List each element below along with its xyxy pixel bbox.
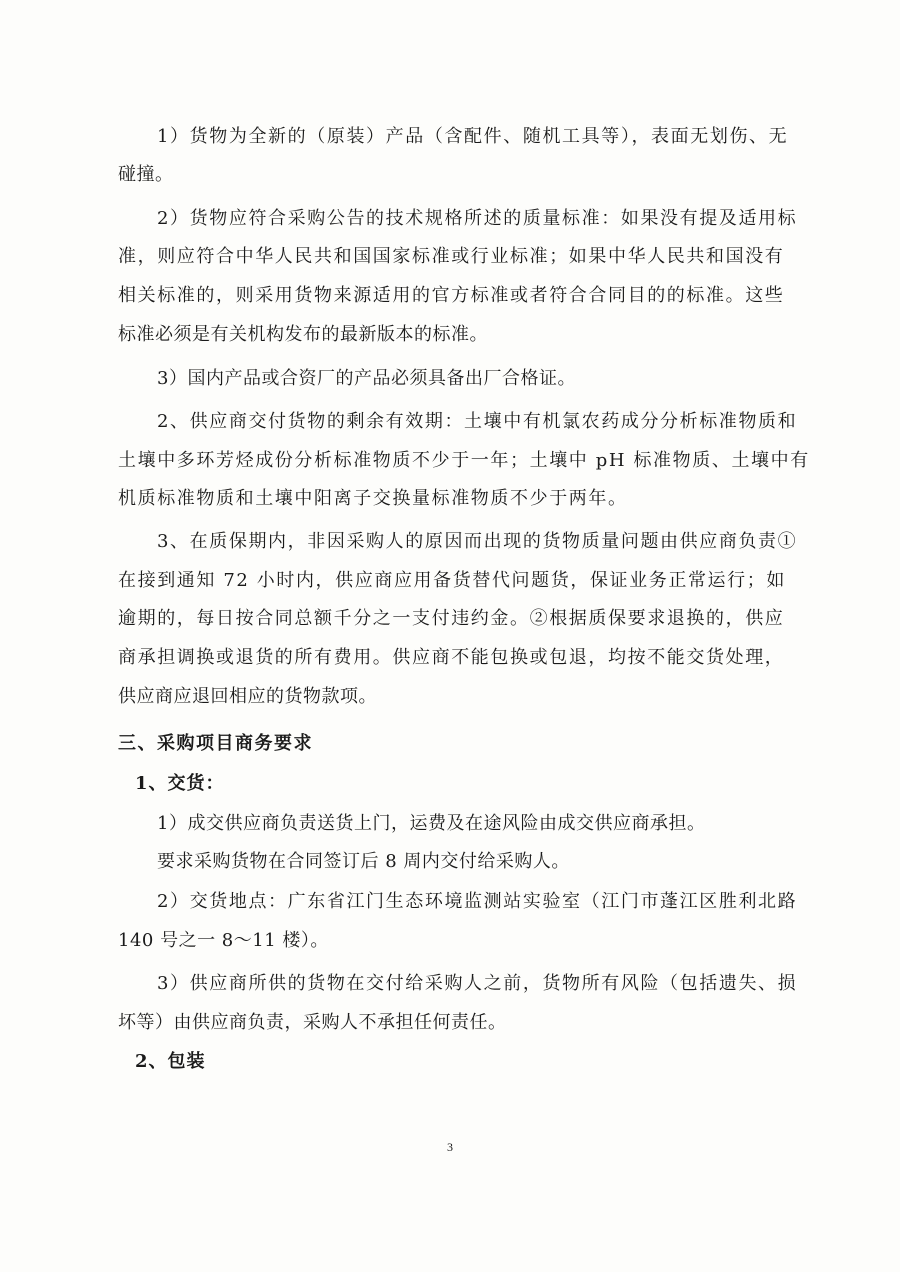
paragraph-line: 供应商应退回相应的货物款项。 (118, 686, 377, 707)
paragraph-line: 2）交货地点：广东省江门生态环境监测站实验室（江门市蓬江区胜利北路 (157, 891, 798, 912)
paragraph-line: 3）国内产品或合资厂的产品必须具备出厂合格证。 (157, 368, 576, 389)
paragraph-line: 碰撞。 (118, 164, 174, 185)
paragraph-line: 要求采购货物在合同签订后 8 周内交付给采购人。 (157, 851, 570, 872)
paragraph-line: 在接到通知 72 小时内，供应商应用备货替代问题货，保证业务正常运行；如 (118, 570, 786, 591)
paragraph-line: 标准必须是有关机构发布的最新版本的标准。 (118, 324, 488, 345)
paragraph-line: 逾期的，每日按合同总额千分之一支付违约金。②根据质保要求退换的，供应 (118, 608, 785, 629)
subsection-heading: 2、包装 (135, 1051, 206, 1072)
paragraph-line: 1）成交供应商负责送货上门，运费及在途风险由成交供应商承担。 (157, 813, 706, 834)
paragraph-line: 2、供应商交付货物的剩余有效期：土壤中有机氯农药成分分析标准物质和 (157, 411, 798, 432)
paragraph-line: 1）货物为全新的（原装）产品（含配件、随机工具等），表面无划伤、无 (157, 126, 789, 147)
paragraph-line: 相关标准的，则采用货物来源适用的官方标准或者符合合同目的的标准。这些 (118, 285, 785, 306)
paragraph-line: 土壤中多环芳烃成份分析标准物质不少于一年；土壤中 pH 标准物质、土壤中有 (118, 450, 810, 471)
paragraph-line: 坏等）由供应商负责，采购人不承担任何责任。 (118, 1012, 507, 1033)
paragraph-line: 3、在质保期内，非因采购人的原因而出现的货物质量问题由供应商负责① (157, 531, 798, 552)
paragraph-line: 140 号之一 8～11 楼）。 (118, 930, 329, 951)
paragraph-line: 2）货物应符合采购公告的技术规格所述的质量标准：如果没有提及适用标 (157, 208, 798, 229)
paragraph-line: 机质标准物质和土壤中阳离子交换量标准物质不少于两年。 (118, 488, 628, 509)
paragraph-line: 3）供应商所供的货物在交付给采购人之前，货物所有风险（包括遗失、损 (157, 973, 798, 994)
page-number: 3 (447, 1140, 453, 1154)
paragraph-line: 商承担调换或退货的所有费用。供应商不能包换或包退，均按不能交货处理， (118, 647, 785, 668)
paragraph-line: 准，则应符合中华人民共和国国家标准或行业标准；如果中华人民共和国没有 (118, 246, 785, 267)
subsection-heading: 1、交货： (135, 773, 225, 794)
section-heading: 三、采购项目商务要求 (118, 733, 313, 754)
